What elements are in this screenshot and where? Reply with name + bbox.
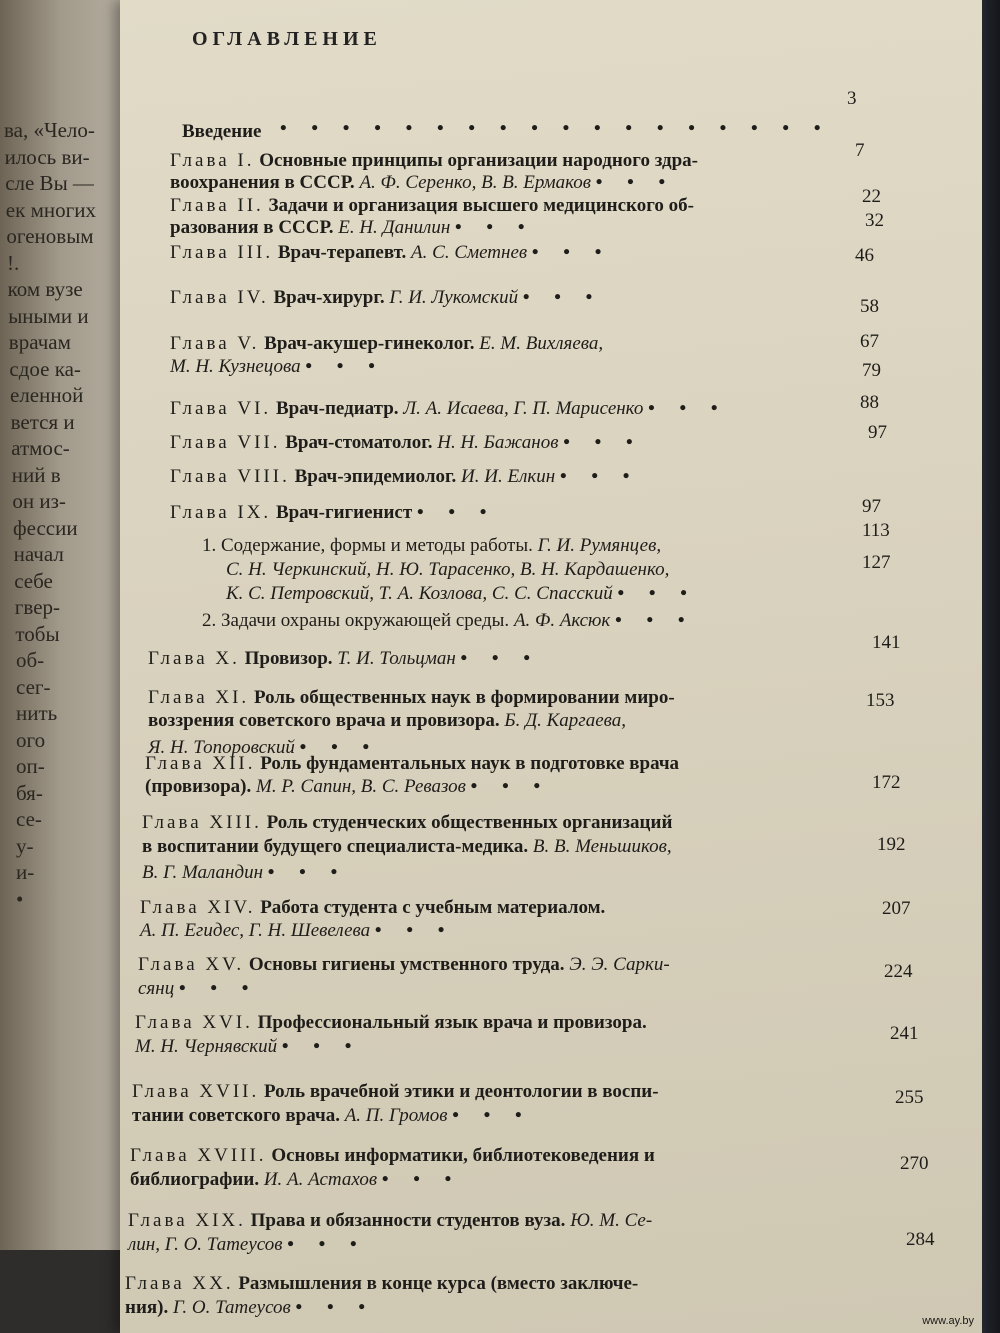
toc-line-2 <box>138 978 258 1000</box>
chapter-title: разования в СССР. <box>170 217 334 238</box>
page-number: 97 <box>868 422 887 443</box>
chapter-authors: А. Ф. Аксюк <box>513 610 611 631</box>
leader-dots: • • • <box>563 432 643 453</box>
chapter-label: Глава XIX. <box>128 1210 246 1231</box>
chapter-label: Глава XIII. <box>142 812 262 833</box>
chapter-title: тании советского врача. <box>132 1105 340 1126</box>
chapter-authors: Ю. М. Се- <box>570 1210 653 1231</box>
left-page-text-fragment: сдое ка- <box>9 356 81 381</box>
chapter-authors: Г. И. Румянцев, <box>537 535 662 556</box>
toc-line-2 <box>130 1169 461 1191</box>
chapter-title: Размышления в конце курса (вместо заключе- <box>238 1273 639 1294</box>
leader-dots: • • • <box>595 172 676 193</box>
left-page-text-fragment: огеновым <box>6 224 94 248</box>
subentry-number: 2. <box>202 610 217 631</box>
toc-line-1 <box>148 648 540 670</box>
chapter-title: Роль врачебной этики и деонтологии в воспи- <box>263 1081 659 1102</box>
watermark: www.ay.by <box>922 1315 974 1327</box>
toc-line-1 <box>202 535 661 557</box>
toc-line-1 <box>125 1273 638 1295</box>
page-number: 141 <box>872 632 901 653</box>
toc-line-1 <box>170 502 496 524</box>
chapter-authors: Л. А. Исаева, Г. П. Марисенко <box>403 398 644 419</box>
leader-dots: • • • • • • • • • • • • • • • • • • <box>280 118 831 139</box>
chapter-title: Профессиональный язык врача и провизора. <box>257 1012 647 1033</box>
toc-line-2 <box>170 356 385 378</box>
chapter-authors: В. В. Меньшиков, <box>532 836 672 857</box>
leader-dots: • • • <box>416 502 497 523</box>
toc-line-1 <box>170 150 698 172</box>
leader-dots: • • • <box>299 737 380 758</box>
chapter-title: Права и обязанности студентов вуза. <box>250 1210 566 1231</box>
toc-line-1 <box>145 753 679 775</box>
chapter-authors: Г. О. Татеусов <box>173 1297 291 1318</box>
toc-line-1 <box>170 287 602 309</box>
chapter-title: Роль общественных наук в формировании миро- <box>253 687 675 708</box>
left-page-text-fragment: еленной <box>10 383 84 407</box>
left-page-text-fragment: атмос- <box>11 436 70 460</box>
chapter-authors: А. П. Егидес, Г. Н. Шевелева <box>140 920 371 941</box>
leader-dots: • • • <box>522 287 603 308</box>
chapter-authors: Я. Н. Топоровский <box>148 737 295 758</box>
toc-line-2 <box>142 836 672 858</box>
page-number: 172 <box>872 772 901 793</box>
toc-line-1 <box>135 1012 647 1034</box>
left-page-text-fragment: оп- <box>16 754 45 778</box>
chapter-title: Врач-терапевт. <box>277 242 407 263</box>
leader-dots: • • • <box>648 398 728 419</box>
leader-dots: • • • <box>178 978 259 999</box>
left-page-text-fragment: ний в <box>11 462 61 487</box>
left-page-text-fragment: ыными и <box>8 303 89 328</box>
chapter-title: Провизор. <box>244 648 333 669</box>
chapter-label: Глава III. <box>170 242 274 263</box>
chapter-label: Глава VIII. <box>170 466 290 487</box>
left-page-text-fragment: ек многих <box>5 197 96 222</box>
chapter-label: Глава VI. <box>170 398 272 419</box>
toc-line-2 <box>125 1297 375 1319</box>
subentry-number: 1. <box>202 535 217 556</box>
chapter-authors: Г. И. Лукомский <box>389 287 519 308</box>
left-page-text-fragment: илось ви- <box>4 144 90 169</box>
chapter-label: Глава XX. <box>125 1273 234 1294</box>
toc-line-1 <box>142 812 672 834</box>
chapter-label: Глава VII. <box>170 432 281 453</box>
toc-line-2 <box>132 1105 532 1127</box>
left-page-text-fragment: се- <box>16 807 42 831</box>
left-page-text-fragment: вется и <box>10 409 75 434</box>
chapter-label: Глава II. <box>170 195 264 216</box>
chapter-authors: Т. И. Тольцман <box>337 648 456 669</box>
toc-line-1 <box>170 432 643 454</box>
page-number: 32 <box>865 210 884 231</box>
toc-line-1 <box>170 195 694 217</box>
chapter-authors: М. Р. Сапин, В. С. Ревазов <box>256 776 466 797</box>
chapter-authors: М. Н. Чернявский <box>135 1036 278 1057</box>
left-page-text-fragment: у- <box>16 833 34 858</box>
toc-page <box>120 0 982 1333</box>
toc-line-1 <box>130 1145 655 1167</box>
chapter-authors: А. С. Сметнев <box>411 242 528 263</box>
toc-line-1 <box>148 687 675 709</box>
page-number: 97 <box>862 496 881 517</box>
left-page-text-fragment: сле Вы — <box>5 171 94 195</box>
page-number: 270 <box>900 1153 929 1174</box>
chapter-authors: М. Н. Кузнецова <box>170 356 301 377</box>
chapter-title: ния). <box>125 1297 169 1318</box>
toc-line-2 <box>226 559 669 581</box>
leader-dots: • • • <box>470 776 551 797</box>
chapter-title: Врач-стоматолог. <box>285 432 433 453</box>
toc-line-1 <box>138 954 670 976</box>
leader-dots: • • • <box>267 862 348 883</box>
leader-dots: • • • <box>305 356 385 377</box>
leader-dots: • • • <box>460 648 540 669</box>
chapter-authors: А. Ф. Серенко, В. В. Ермаков <box>359 172 591 193</box>
chapter-title: Основные принципы организации народного здра- <box>259 150 698 171</box>
chapter-authors: В. Г. Маландин <box>142 862 264 883</box>
chapter-label: Глава IX. <box>170 502 272 523</box>
chapter-title: библиографии. <box>130 1169 260 1190</box>
page-number: 67 <box>860 331 879 352</box>
toc-line-2 <box>148 710 626 732</box>
chapter-label: Глава IV. <box>170 287 269 308</box>
page-number: 7 <box>855 140 865 161</box>
leader-dots: • • • <box>617 583 697 604</box>
chapter-label: Глава XVIII. <box>130 1145 267 1166</box>
toc-line-3 <box>226 583 697 605</box>
chapter-title: воохранения в СССР. <box>170 172 355 193</box>
chapter-authors: А. П. Громов <box>344 1105 448 1126</box>
toc-line-2 <box>170 172 675 194</box>
chapter-authors: И. И. Елкин <box>461 466 556 487</box>
left-page-text-fragment: врачам <box>8 330 71 354</box>
chapter-title: Врач-педиатр. <box>275 398 399 419</box>
intro-label: Введение <box>182 121 262 142</box>
toc-title: ОГЛАВЛЕНИЕ <box>192 28 382 50</box>
chapter-label: Глава X. <box>148 648 240 669</box>
left-page-text-fragment: себе <box>14 568 53 593</box>
chapter-title: Задачи охраны окружающей среды. <box>221 610 510 631</box>
chapter-authors: Е. Н. Данилин <box>338 217 451 238</box>
page-number: 284 <box>906 1229 935 1250</box>
left-page-text-fragment: ком вузе <box>7 277 83 301</box>
left-page-text-fragment: !. <box>7 250 20 275</box>
leader-dots: • • • <box>281 1036 362 1057</box>
chapter-title: (провизора). <box>145 776 252 797</box>
chapter-title: Роль студенческих общественных организаций <box>266 812 673 833</box>
chapter-title: Роль фундаментальных наук в подготовке врача <box>260 753 680 774</box>
toc-line-1 <box>128 1210 652 1232</box>
left-page-text-fragment: бя- <box>16 780 43 805</box>
chapter-authors: С. Н. Черкинский, Н. Ю. Тарасенко, В. Н. Кардашенко, <box>226 559 670 580</box>
chapter-title: Работа студента с учебным материалом. <box>260 897 606 918</box>
page-number: 88 <box>860 392 879 413</box>
toc-line-1 <box>132 1081 659 1103</box>
chapter-title: Задачи и организация высшего медицинского об- <box>268 195 694 216</box>
toc-line-2 <box>170 217 535 239</box>
left-page-text-fragment: ва, «Чело- <box>4 118 95 142</box>
left-page-text-fragment: • <box>16 886 24 911</box>
page-number: 255 <box>895 1087 924 1108</box>
chapter-title: воззрения советского врача и провизора. <box>148 710 500 731</box>
left-page-text-fragment: тобы <box>15 621 60 646</box>
leader-dots: • • • <box>295 1297 376 1318</box>
left-page-text-fragment: и- <box>16 860 35 884</box>
leader-dots: • • • <box>455 217 535 238</box>
leader-dots: • • • <box>531 242 612 263</box>
chapter-authors: сянц <box>138 978 175 999</box>
chapter-label: Глава XV. <box>138 954 245 975</box>
toc-line-1 <box>170 242 611 264</box>
leader-dots: • • • <box>615 610 695 631</box>
chapter-label: Глава XVII. <box>132 1081 260 1102</box>
toc-line-3 <box>142 862 347 884</box>
left-page-text-fragment: начал <box>13 542 64 566</box>
leader-dots: • • • <box>381 1169 462 1190</box>
page-number: 224 <box>884 961 913 982</box>
left-page-text-fragment: нить <box>16 701 58 725</box>
chapter-label: Глава I. <box>170 150 255 171</box>
toc-line-2 <box>128 1234 367 1256</box>
leader-dots: • • • <box>287 1234 367 1255</box>
page-number: 207 <box>882 898 911 919</box>
page-number: 153 <box>866 690 895 711</box>
chapter-authors: К. С. Петровский, Т. А. Козлова, С. С. Спасский <box>226 583 613 604</box>
chapter-label: Глава V. <box>170 333 260 354</box>
page-number: 241 <box>890 1023 919 1044</box>
page-number: 58 <box>860 296 879 317</box>
leader-dots: • • • <box>374 920 455 941</box>
left-page-text-fragment: ого <box>16 727 46 752</box>
chapter-title: в воспитании будущего специалиста-медика. <box>142 836 529 857</box>
leader-dots: • • • <box>559 466 640 487</box>
left-page-text-fragment: сег- <box>16 674 51 699</box>
toc-line-1 <box>202 610 695 632</box>
leader-dots: • • • <box>452 1105 532 1126</box>
page-number: 22 <box>862 186 881 207</box>
intro-page-number: 3 <box>847 88 857 109</box>
chapter-title: Основы гигиены умственного труда. <box>248 954 565 975</box>
left-page-text-fragment: об- <box>16 648 45 672</box>
toc-line-2 <box>140 920 454 942</box>
page-number: 192 <box>877 834 906 855</box>
page-number: 79 <box>862 360 881 381</box>
chapter-authors: лин, Г. О. Татеусов <box>128 1234 283 1255</box>
page-number: 113 <box>862 520 890 541</box>
chapter-authors: Е. М. Вихляева, <box>479 333 604 354</box>
chapter-title: Врач-хирург. <box>273 287 385 308</box>
chapter-authors: Б. Д. Каргаева, <box>504 710 627 731</box>
left-page-text-fragment: гвер- <box>14 595 61 619</box>
chapter-title: Содержание, формы и методы работы. <box>221 535 533 556</box>
chapter-label: Глава XII. <box>145 753 256 774</box>
toc-line-1 <box>170 398 728 420</box>
toc-line-2 <box>135 1036 361 1058</box>
chapter-title: Врач-акушер-гинеколог. <box>264 333 475 354</box>
chapter-title: Врач-гигиенист <box>275 502 413 523</box>
chapter-authors: Э. Э. Сарки- <box>569 954 670 975</box>
toc-line-1 <box>170 333 603 355</box>
page-number: 46 <box>855 245 874 266</box>
chapter-title: Основы информатики, библиотековедения и <box>271 1145 655 1166</box>
toc-line-1 <box>170 466 639 488</box>
chapter-label: Глава XIV. <box>140 897 256 918</box>
toc-line-1 <box>140 897 605 919</box>
left-page-text-fragment: он из- <box>12 489 66 513</box>
chapter-authors: Н. Н. Бажанов <box>437 432 559 453</box>
chapter-title: Врач-эпидемиолог. <box>294 466 457 487</box>
chapter-label: Глава XI. <box>148 687 250 708</box>
toc-line-2 <box>145 776 550 798</box>
chapter-authors: И. А. Астахов <box>263 1169 378 1190</box>
left-page-text-fragment: фессии <box>13 515 78 540</box>
chapter-label: Глава XVI. <box>135 1012 253 1033</box>
page-number: 127 <box>862 552 891 573</box>
